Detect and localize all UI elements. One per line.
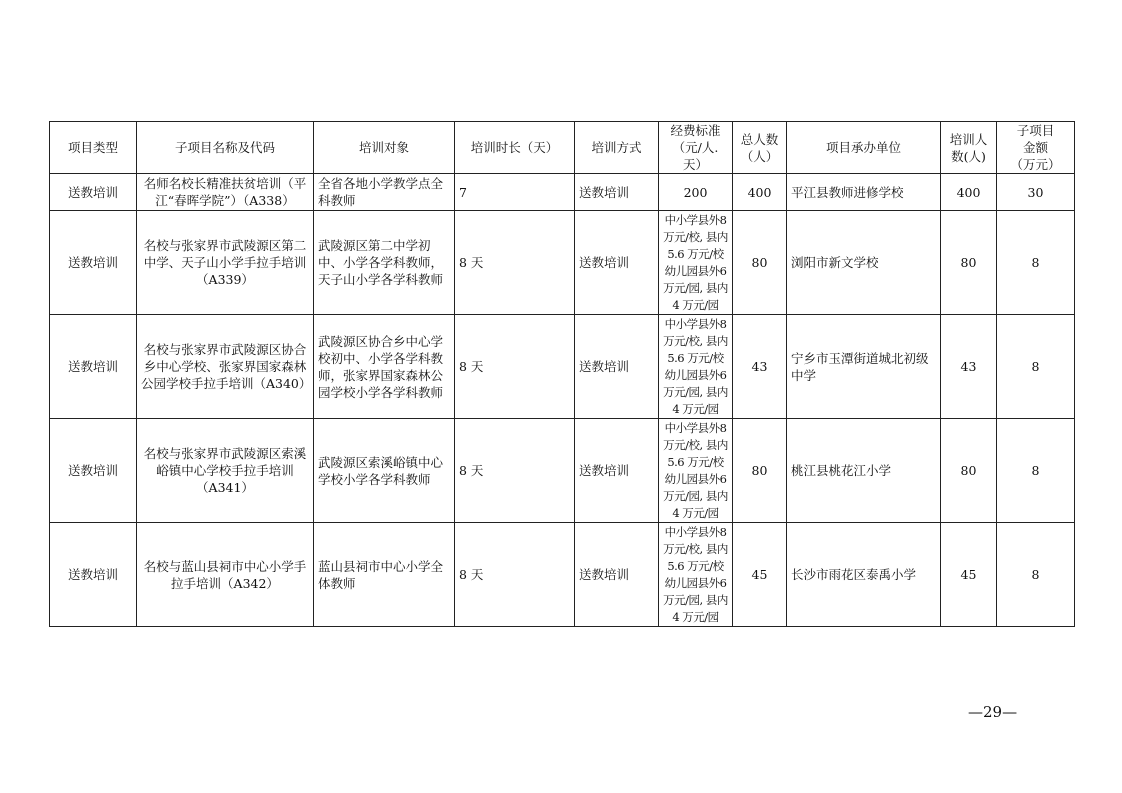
- cell-trainees: 80: [941, 419, 997, 523]
- cell-method: 送教培训: [575, 523, 659, 627]
- cell-total: 400: [733, 174, 787, 211]
- fee-line: 幼儿园县外6: [664, 471, 727, 486]
- cell-unit: 桃江县桃花江小学: [787, 419, 941, 523]
- header-fee-line3: 天）: [682, 157, 708, 172]
- cell-method: 送教培训: [575, 315, 659, 419]
- cell-unit: 浏阳市新文学校: [787, 211, 941, 315]
- fee-line: 4 万元/园: [672, 297, 719, 312]
- cell-total: 80: [733, 211, 787, 315]
- fee-line: 万元/园, 县内: [663, 488, 728, 503]
- cell-amount: 8: [997, 523, 1075, 627]
- header-type: 项目类型: [50, 122, 137, 174]
- cell-trainees: 45: [941, 523, 997, 627]
- cell-total: 80: [733, 419, 787, 523]
- table-row: [50, 523, 1075, 627]
- cell-duration: 8 天: [455, 211, 575, 315]
- cell-target: 武陵源区协合乡中心学校初中、小学各学科教师，张家界国家森林公园学校小学各学科教师: [314, 315, 455, 419]
- cell-target: 武陵源区索溪峪镇中心学校小学各学科教师: [314, 419, 455, 523]
- cell-trainees: 400: [941, 174, 997, 211]
- cell-target: 全省各地小学教学点全科教师: [314, 174, 455, 211]
- header-amount-line2: 金额: [1022, 140, 1048, 155]
- fee-line: 万元/校, 县内: [663, 333, 728, 348]
- fee-line: 幼儿园县外6: [664, 367, 727, 382]
- cell-duration: 7: [455, 174, 575, 211]
- table-row: [50, 211, 1075, 315]
- cell-name: 名校与张家界市武陵源区索溪峪镇中心学校手拉手培训（A341）: [137, 419, 314, 523]
- cell-type: 送教培训: [50, 174, 137, 211]
- cell-fee: 200: [659, 174, 733, 211]
- table-header-row: [50, 122, 1075, 174]
- fee-line: 万元/园, 县内: [663, 280, 728, 295]
- fee-line: 中小学县外8: [664, 420, 727, 435]
- cell-fee: [659, 523, 733, 627]
- cell-type: 送教培训: [50, 419, 137, 523]
- header-fee-line1: 经费标准: [670, 123, 721, 138]
- header-unit: 项目承办单位: [787, 122, 941, 174]
- header-amount: [997, 122, 1075, 174]
- header-duration: 培训时长（天）: [455, 122, 575, 174]
- cell-unit: 宁乡市玉潭街道城北初级中学: [787, 315, 941, 419]
- cell-trainees: 80: [941, 211, 997, 315]
- cell-amount: 8: [997, 315, 1075, 419]
- fee-line: 幼儿园县外6: [664, 263, 727, 278]
- header-trainees: [941, 122, 997, 174]
- fee-line: 中小学县外8: [664, 212, 727, 227]
- header-fee: [659, 122, 733, 174]
- fee-line: 万元/校, 县内: [663, 229, 728, 244]
- fee-line: 5.6 万元/校: [667, 558, 724, 573]
- cell-name: 名校与张家界市武陵源区第二中学、天子山小学手拉手培训（A339）: [137, 211, 314, 315]
- cell-type: 送教培训: [50, 523, 137, 627]
- cell-total: 43: [733, 315, 787, 419]
- fee-line: 5.6 万元/校: [667, 350, 724, 365]
- cell-trainees: 43: [941, 315, 997, 419]
- page-number: —29—: [968, 703, 1018, 721]
- cell-duration: 8 天: [455, 523, 575, 627]
- cell-amount: 30: [997, 174, 1075, 211]
- header-fee-line2: （元/人.: [672, 140, 719, 155]
- cell-unit: 平江县教师进修学校: [787, 174, 941, 211]
- cell-total: 45: [733, 523, 787, 627]
- header-amount-line3: （万元）: [1010, 157, 1061, 172]
- cell-name: 名师名校长精准扶贫培训（平江“春晖学院”）（A338）: [137, 174, 314, 211]
- header-total-line2: （人）: [740, 148, 779, 164]
- cell-unit: 长沙市雨花区泰禹小学: [787, 523, 941, 627]
- cell-type: 送教培训: [50, 211, 137, 315]
- fee-line: 5.6 万元/校: [667, 454, 724, 469]
- fee-line: 中小学县外8: [664, 524, 727, 539]
- cell-target: 武陵源区第二中学初中、小学各学科教师，天子山小学各学科教师: [314, 211, 455, 315]
- header-trainees-line1: 培训人: [949, 131, 988, 147]
- training-projects-table: [49, 121, 1075, 627]
- fee-line: 4 万元/园: [672, 609, 719, 624]
- header-total-line1: 总人数: [740, 131, 779, 147]
- fee-line: 4 万元/园: [672, 401, 719, 416]
- fee-line: 5.6 万元/校: [667, 246, 724, 261]
- fee-line: 幼儿园县外6: [664, 575, 727, 590]
- cell-amount: 8: [997, 211, 1075, 315]
- cell-target: 蓝山县祠市中心小学全体教师: [314, 523, 455, 627]
- header-amount-line1: 子项目: [1016, 123, 1055, 138]
- header-name: 子项目名称及代码: [137, 122, 314, 174]
- header-target: 培训对象: [314, 122, 455, 174]
- fee-line: 中小学县外8: [664, 316, 727, 331]
- header-trainees-line2: 数(人): [951, 148, 986, 164]
- cell-method: 送教培训: [575, 419, 659, 523]
- cell-amount: 8: [997, 419, 1075, 523]
- cell-method: 送教培训: [575, 174, 659, 211]
- table-row: [50, 419, 1075, 523]
- cell-fee: [659, 419, 733, 523]
- fee-line: 万元/园, 县内: [663, 592, 728, 607]
- cell-fee: [659, 315, 733, 419]
- cell-fee: [659, 211, 733, 315]
- table-row: [50, 315, 1075, 419]
- cell-duration: 8 天: [455, 419, 575, 523]
- header-method: 培训方式: [575, 122, 659, 174]
- header-total: [733, 122, 787, 174]
- cell-duration: 8 天: [455, 315, 575, 419]
- fee-line: 万元/园, 县内: [663, 384, 728, 399]
- table-row: [50, 174, 1075, 211]
- cell-method: 送教培训: [575, 211, 659, 315]
- fee-line: 万元/校, 县内: [663, 437, 728, 452]
- fee-line: 4 万元/园: [672, 505, 719, 520]
- cell-name: 名校与蓝山县祠市中心小学手拉手培训（A342）: [137, 523, 314, 627]
- cell-type: 送教培训: [50, 315, 137, 419]
- fee-line: 万元/校, 县内: [663, 541, 728, 556]
- cell-name: 名校与张家界市武陵源区协合乡中心学校、张家界国家森林公园学校手拉手培训（A340）: [137, 315, 314, 419]
